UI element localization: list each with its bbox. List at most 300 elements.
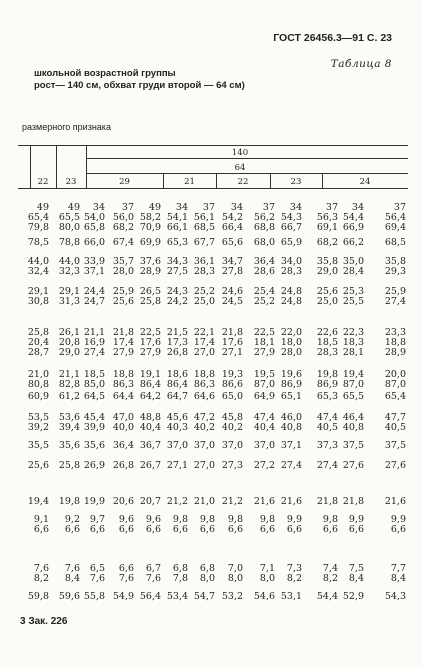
table-cell: 6,6 [227, 524, 243, 535]
table-cell: 37,1 [83, 266, 105, 277]
table-cell: 27,9 [253, 347, 275, 358]
table-cell: 46,4 [342, 412, 364, 423]
table-cell: 18,8 [384, 337, 406, 348]
table-cell: 27,6 [384, 460, 406, 471]
table-cell: 37,0 [193, 440, 215, 451]
table-cell: 7,6 [89, 573, 105, 584]
title-line-1: школьной возрастной группы [34, 68, 176, 79]
table-cell: 19,5 [253, 369, 275, 380]
table-cell: 65,3 [166, 237, 188, 248]
table-cell: 9,8 [259, 514, 275, 525]
table-cell: 47,0 [112, 412, 134, 423]
table-cell: 29,0 [316, 266, 338, 277]
table-cell: 65,5 [342, 391, 364, 402]
table-cell: 35,8 [316, 256, 338, 267]
table-cell: 26,7 [139, 460, 161, 471]
table-cell: 40,2 [193, 422, 215, 433]
table-cell: 9,8 [227, 514, 243, 525]
table-cell: 37,3 [316, 440, 338, 451]
table-cell: 54,3 [384, 591, 406, 602]
table-cell: 18,0 [280, 337, 302, 348]
table-cell: 27,0 [193, 460, 215, 471]
table-cell: 18,5 [316, 337, 338, 348]
header-rule-bust [86, 173, 408, 174]
title-line-2: рост— 140 см, обхват груди второй — 64 см) [34, 80, 245, 91]
table-cell: 37,5 [384, 440, 406, 451]
table-cell: 59,6 [58, 591, 80, 602]
table-cell: 29,0 [58, 347, 80, 358]
table-cell: 7,6 [118, 573, 134, 584]
table-cell: 9,2 [64, 514, 80, 525]
table-cell: 37 [325, 202, 338, 213]
table-cell: 46,0 [280, 412, 302, 423]
table-cell: 49 [36, 202, 49, 213]
table-cell: 6,6 [118, 524, 134, 535]
table-cell: 40,4 [253, 422, 275, 433]
table-cell: 22,5 [253, 327, 275, 338]
table-cell: 34 [230, 202, 243, 213]
header-rule-height [86, 158, 408, 159]
table-cell: 37,1 [280, 440, 302, 451]
table-cell: 34,7 [221, 256, 243, 267]
table-cell: 40,2 [221, 422, 243, 433]
table-cell: 54,3 [280, 212, 302, 223]
table-cell: 21,6 [253, 496, 275, 507]
table-cell: 54,4 [316, 591, 338, 602]
table-cell: 32,3 [58, 266, 80, 277]
table-cell: 52,9 [342, 591, 364, 602]
table-cell: 53,1 [280, 591, 302, 602]
table-cell: 54,9 [112, 591, 134, 602]
table-cell: 37 [121, 202, 134, 213]
table-cell: 40,4 [139, 422, 161, 433]
table-cell: 53,4 [166, 591, 188, 602]
table-cell: 34 [351, 202, 364, 213]
table-cell: 16,9 [83, 337, 105, 348]
table-cell: 86,3 [112, 379, 134, 390]
table-cell: 69,4 [384, 222, 406, 233]
table-cell: 65,4 [27, 212, 49, 223]
table-cell: 20,0 [384, 369, 406, 380]
subheading: размерного признака [22, 122, 111, 132]
table-cell: 8,4 [390, 573, 406, 584]
table-cell: 45,6 [166, 412, 188, 423]
table-cell: 17,3 [166, 337, 188, 348]
table-cell: 86,3 [193, 379, 215, 390]
table-cell: 18,1 [253, 337, 275, 348]
table-cell: 17,6 [221, 337, 243, 348]
table-cell: 28,0 [280, 347, 302, 358]
table-cell: 40,3 [166, 422, 188, 433]
table-cell: 37,6 [139, 256, 161, 267]
table-cell: 20,8 [58, 337, 80, 348]
table-cell: 22,5 [139, 327, 161, 338]
table-cell: 65,3 [316, 391, 338, 402]
table-cell: 37,0 [253, 440, 275, 451]
table-cell: 49 [148, 202, 161, 213]
table-cell: 8,0 [199, 573, 215, 584]
table-cell: 19,8 [58, 496, 80, 507]
table-cell: 6,6 [118, 563, 134, 574]
table-cell: 9,6 [118, 514, 134, 525]
table-cell: 28,9 [384, 347, 406, 358]
table-cell: 8,2 [33, 573, 49, 584]
table-cell: 24,8 [280, 286, 302, 297]
table-cell: 86,9 [280, 379, 302, 390]
table-cell: 27,4 [384, 296, 406, 307]
table-cell: 36,7 [139, 440, 161, 451]
table-cell: 6,6 [89, 524, 105, 535]
table-cell: 65,9 [280, 237, 302, 248]
table-cell: 64,7 [166, 391, 188, 402]
table-cell: 21,6 [384, 496, 406, 507]
table-cell: 6,6 [286, 524, 302, 535]
table-cell: 7,8 [172, 573, 188, 584]
table-cell: 9,6 [145, 514, 161, 525]
table-cell: 21,6 [280, 496, 302, 507]
table-cell: 37,0 [166, 440, 188, 451]
table-cell: 31,3 [58, 296, 80, 307]
table-cell: 54,1 [166, 212, 188, 223]
table-cell: 7,6 [33, 563, 49, 574]
table-cell: 68,5 [384, 237, 406, 248]
table-cell: 79,8 [27, 222, 49, 233]
table-cell: 28,3 [193, 266, 215, 277]
table-cell: 8,0 [227, 573, 243, 584]
table-cell: 6,6 [33, 524, 49, 535]
table-cell: 22,6 [316, 327, 338, 338]
table-cell: 19,4 [27, 496, 49, 507]
table-cell: 47,2 [193, 412, 215, 423]
table-cell: 27,0 [193, 347, 215, 358]
table-cell: 9,8 [172, 514, 188, 525]
table-cell: 8,0 [259, 573, 275, 584]
table-cell: 65,6 [221, 237, 243, 248]
table-cell: 64,4 [112, 391, 134, 402]
table-cell: 25,0 [316, 296, 338, 307]
column-header: 21 [184, 177, 195, 187]
table-cell: 23,3 [384, 327, 406, 338]
table-cell: 28,1 [342, 347, 364, 358]
table-cell: 36,1 [193, 256, 215, 267]
table-cell: 24,2 [166, 296, 188, 307]
table-cell: 34 [175, 202, 188, 213]
table-cell: 6,5 [89, 563, 105, 574]
table-cell: 35,6 [58, 440, 80, 451]
table-cell: 17,6 [139, 337, 161, 348]
table-cell: 28,9 [139, 266, 161, 277]
table-cell: 20,4 [27, 337, 49, 348]
table-cell: 24,4 [83, 286, 105, 297]
table-cell: 27,6 [342, 460, 364, 471]
column-header: 22 [37, 177, 49, 187]
table-cell: 39,9 [83, 422, 105, 433]
table-cell: 9,1 [33, 514, 49, 525]
table-cell: 19,8 [316, 369, 338, 380]
table-cell: 40,5 [384, 422, 406, 433]
table-cell: 26,1 [58, 327, 80, 338]
table-cell: 17,4 [193, 337, 215, 348]
table-cell: 86,6 [221, 379, 243, 390]
table-cell: 86,4 [139, 379, 161, 390]
table-cell: 18,3 [342, 337, 364, 348]
table-cell: 18,8 [112, 369, 134, 380]
table-cell: 54,4 [342, 212, 364, 223]
table-cell: 27,3 [221, 460, 243, 471]
table-cell: 25,0 [193, 296, 215, 307]
table-cell: 64,9 [253, 391, 275, 402]
table-cell: 32,4 [27, 266, 49, 277]
table-cell: 18,5 [83, 369, 105, 380]
table-cell: 9,8 [322, 514, 338, 525]
table-cell: 56,1 [193, 212, 215, 223]
table-cell: 37,0 [221, 440, 243, 451]
bust-value: 64 [234, 163, 246, 173]
table-cell: 7,7 [390, 563, 406, 574]
table-cell: 27,9 [112, 347, 134, 358]
table-cell: 21,2 [221, 496, 243, 507]
column-header: 23 [290, 177, 302, 187]
table-cell: 24,6 [221, 286, 243, 297]
table-cell: 28,4 [342, 266, 364, 277]
table-cell: 8,4 [348, 573, 364, 584]
table-cell: 69,1 [316, 222, 338, 233]
table-cell: 35,8 [384, 256, 406, 267]
table-cell: 40,0 [112, 422, 134, 433]
table-cell: 17,4 [112, 337, 134, 348]
table-cell: 6,6 [322, 524, 338, 535]
table-cell: 56,4 [384, 212, 406, 223]
table-cell: 25,8 [139, 296, 161, 307]
table-cell: 66,2 [342, 237, 364, 248]
table-cell: 28,6 [253, 266, 275, 277]
table-cell: 6,6 [145, 524, 161, 535]
table-cell: 6,8 [172, 563, 188, 574]
table-cell: 26,8 [166, 347, 188, 358]
table-cell: 7,1 [259, 563, 275, 574]
table-cell: 54,7 [193, 591, 215, 602]
table-cell: 53,2 [221, 591, 243, 602]
table-cell: 21,2 [166, 496, 188, 507]
table-cell: 59,8 [27, 591, 49, 602]
table-cell: 47,4 [253, 412, 275, 423]
table-cell: 87,0 [384, 379, 406, 390]
table-cell: 9,8 [199, 514, 215, 525]
table-cell: 86,4 [166, 379, 188, 390]
table-cell: 25,9 [384, 286, 406, 297]
table-cell: 40,5 [316, 422, 338, 433]
table-cell: 53,6 [58, 412, 80, 423]
table-cell: 29,1 [58, 286, 80, 297]
table-cell: 54,6 [253, 591, 275, 602]
table-cell: 21,8 [342, 496, 364, 507]
table-cell: 35,5 [27, 440, 49, 451]
table-cell: 64,5 [83, 391, 105, 402]
table-cell: 35,0 [342, 256, 364, 267]
table-cell: 45,4 [83, 412, 105, 423]
table-cell: 18,8 [193, 369, 215, 380]
table-cell: 22,1 [193, 327, 215, 338]
table-cell: 47,4 [316, 412, 338, 423]
table-cell: 20,6 [112, 496, 134, 507]
table-cell: 7,6 [145, 573, 161, 584]
column-header: 23 [65, 177, 77, 187]
table-cell: 35,6 [83, 440, 105, 451]
table-cell: 24,5 [221, 296, 243, 307]
table-cell: 27,5 [166, 266, 188, 277]
table-cell: 66,7 [280, 222, 302, 233]
table-cell: 56,0 [112, 212, 134, 223]
table-cell: 36,4 [112, 440, 134, 451]
table-cell: 34,3 [166, 256, 188, 267]
table-cell: 21,1 [83, 327, 105, 338]
table-cell: 25,5 [342, 296, 364, 307]
table-cell: 78,5 [27, 237, 49, 248]
table-cell: 49 [67, 202, 80, 213]
table-cell: 9,9 [348, 514, 364, 525]
table-cell: 19,1 [139, 369, 161, 380]
table-cell: 19,3 [221, 369, 243, 380]
table-cell: 66,9 [342, 222, 364, 233]
table-cell: 18,6 [166, 369, 188, 380]
table-cell: 30,8 [27, 296, 49, 307]
table-cell: 34 [289, 202, 302, 213]
table-cell: 19,4 [342, 369, 364, 380]
header-rule-bottom [18, 188, 408, 189]
table-cell: 6,7 [145, 563, 161, 574]
table-cell: 70,9 [139, 222, 161, 233]
table-cell: 25,2 [253, 296, 275, 307]
table-cell: 44,0 [58, 256, 80, 267]
table-cell: 40,8 [342, 422, 364, 433]
table-cell: 80,8 [27, 379, 49, 390]
table-cell: 6,6 [199, 524, 215, 535]
table-cell: 27,4 [280, 460, 302, 471]
table-cell: 64,2 [139, 391, 161, 402]
table-cell: 21,5 [166, 327, 188, 338]
table-cell: 61,2 [58, 391, 80, 402]
table-cell: 22,3 [342, 327, 364, 338]
table-cell: 35,7 [112, 256, 134, 267]
table-cell: 53,5 [27, 412, 49, 423]
table-cell: 7,5 [348, 563, 364, 574]
table-cell: 47,7 [384, 412, 406, 423]
table-cell: 87,0 [342, 379, 364, 390]
table-cell: 65,4 [384, 391, 406, 402]
table-cell: 9,9 [390, 514, 406, 525]
table-cell: 66,0 [83, 237, 105, 248]
table-cell: 37 [202, 202, 215, 213]
table-cell: 80,0 [58, 222, 80, 233]
table-cell: 48,8 [139, 412, 161, 423]
table-cell: 27,4 [83, 347, 105, 358]
table-cell: 78,8 [58, 237, 80, 248]
table-cell: 65,5 [58, 212, 80, 223]
table-cell: 24,7 [83, 296, 105, 307]
table-cell: 7,0 [227, 563, 243, 574]
table-cell: 25,6 [112, 296, 134, 307]
table-cell: 36,4 [253, 256, 275, 267]
standard-header: ГОСТ 26456.3—91 С. 23 [273, 32, 392, 44]
table-cell: 29,3 [384, 266, 406, 277]
table-cell: 68,2 [112, 222, 134, 233]
table-cell: 7,3 [286, 563, 302, 574]
table-cell: 37,5 [342, 440, 364, 451]
table-cell: 65,0 [221, 391, 243, 402]
table-cell: 25,9 [112, 286, 134, 297]
table-cell: 25,6 [316, 286, 338, 297]
table-cell: 21,1 [58, 369, 80, 380]
table-cell: 86,9 [316, 379, 338, 390]
table-cell: 58,2 [139, 212, 161, 223]
table-cell: 24,3 [166, 286, 188, 297]
table-cell: 25,3 [342, 286, 364, 297]
table-cell: 9,9 [286, 514, 302, 525]
table-cell: 39,2 [27, 422, 49, 433]
table-cell: 27,1 [221, 347, 243, 358]
table-cell: 21,8 [316, 496, 338, 507]
table-cell: 37 [262, 202, 275, 213]
table-cell: 24,8 [280, 296, 302, 307]
table-cell: 8,2 [322, 573, 338, 584]
height-value: 140 [231, 148, 249, 158]
table-cell: 27,1 [166, 460, 188, 471]
table-cell: 56,3 [316, 212, 338, 223]
table-cell: 19,6 [280, 369, 302, 380]
table-cell: 65,8 [83, 222, 105, 233]
table-cell: 69,9 [139, 237, 161, 248]
table-cell: 25,8 [27, 327, 49, 338]
table-cell: 25,4 [253, 286, 275, 297]
table-cell: 6,6 [390, 524, 406, 535]
table-cell: 6,8 [199, 563, 215, 574]
table-cell: 45,8 [221, 412, 243, 423]
table-cell: 33,9 [83, 256, 105, 267]
table-cell: 68,5 [193, 222, 215, 233]
table-cell: 26,8 [112, 460, 134, 471]
table-cell: 7,6 [64, 563, 80, 574]
table-cell: 19,9 [83, 496, 105, 507]
table-cell: 55,8 [83, 591, 105, 602]
table-cell: 27,4 [316, 460, 338, 471]
table-cell: 44,0 [27, 256, 49, 267]
table-cell: 21,0 [27, 369, 49, 380]
table-cell: 21,8 [112, 327, 134, 338]
table-cell: 8,2 [286, 573, 302, 584]
table-cell: 87,0 [253, 379, 275, 390]
table-cell: 34 [92, 202, 105, 213]
table-cell: 68,0 [253, 237, 275, 248]
table-cell: 54,2 [221, 212, 243, 223]
footer-order: 3 Зак. 226 [20, 616, 68, 627]
table-cell: 65,1 [280, 391, 302, 402]
header-rule-top [18, 145, 408, 146]
table-cell: 21,8 [221, 327, 243, 338]
table-cell: 37 [393, 202, 406, 213]
table-cell: 27,2 [253, 460, 275, 471]
table-cell: 68,8 [253, 222, 275, 233]
table-cell: 64,6 [193, 391, 215, 402]
table-cell: 54,0 [83, 212, 105, 223]
table-cell: 82,8 [58, 379, 80, 390]
table-cell: 68,2 [316, 237, 338, 248]
table-cell: 34,0 [280, 256, 302, 267]
table-cell: 66,4 [221, 222, 243, 233]
table-cell: 56,4 [139, 591, 161, 602]
table-cell: 28,3 [316, 347, 338, 358]
column-header: 29 [119, 177, 130, 187]
table-cell: 28,7 [27, 347, 49, 358]
